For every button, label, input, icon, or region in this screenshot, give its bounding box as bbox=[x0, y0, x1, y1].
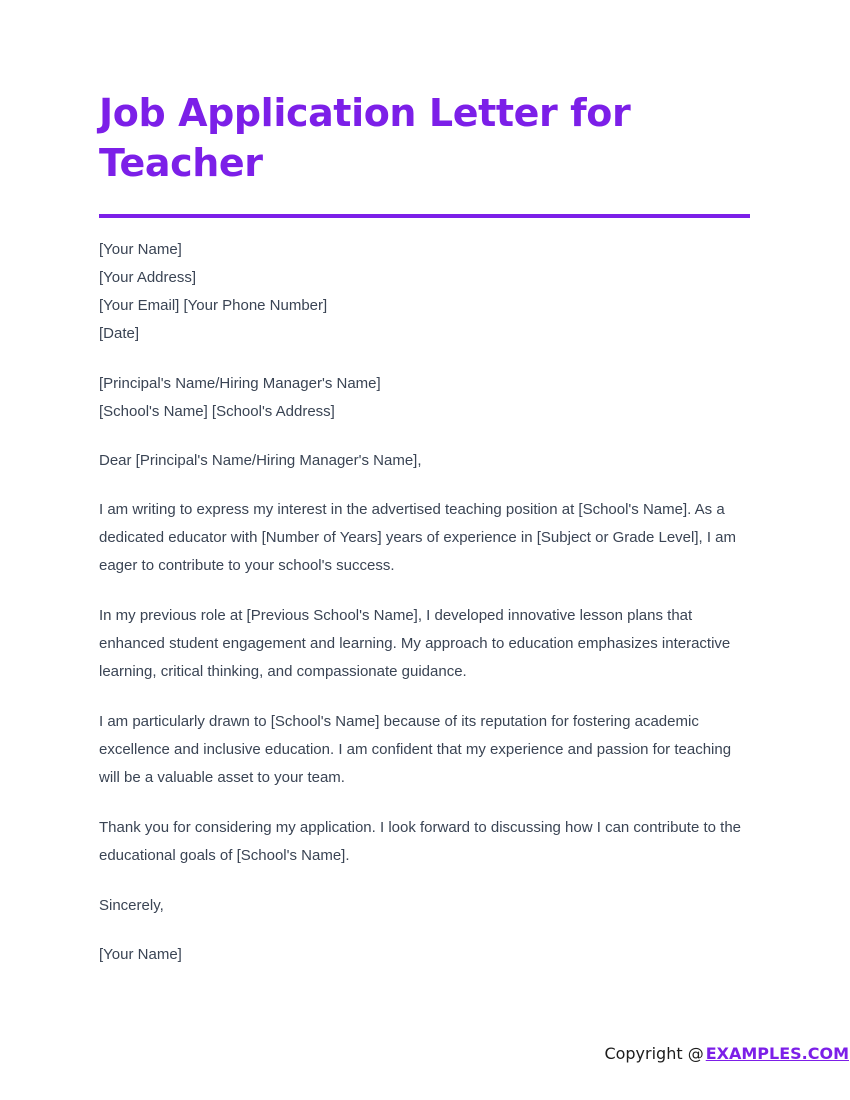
copyright-text: Copyright @ bbox=[604, 1044, 704, 1063]
footer bbox=[99, 1042, 849, 1067]
sender-address: [Your Address] bbox=[99, 269, 197, 286]
document-content bbox=[99, 0, 849, 1063]
body-paragraph-2: In my previous role at [Previous School's Name], I developed innovative lesson plans that enhanced student engagement and learning. My approach to education emphasizes interactive learning, critical thinking, and compassionate guidance. bbox=[99, 607, 731, 680]
examples-com-link[interactable]: EXAMPLES.COM bbox=[705, 1044, 849, 1063]
salutation: Dear [Principal's Name/Hiring Manager's Name], bbox=[99, 452, 422, 469]
sender-name: [Your Name] bbox=[99, 241, 182, 258]
sender-address-block bbox=[99, 236, 750, 348]
body-paragraph-4: Thank you for considering my application. I look forward to discussing how I can contribute to the educational goals of [School's Name]. bbox=[99, 819, 742, 864]
recipient-school: [School's Name] [School's Address] bbox=[99, 403, 335, 420]
letter-body bbox=[99, 236, 750, 969]
signature-line: [Your Name] bbox=[99, 946, 182, 963]
recipient-address-block bbox=[99, 370, 750, 426]
body-paragraph-1: I am writing to express my interest in the advertised teaching position at [School's Name]. As a dedicated educator with [Number of Years] years of experience in [Subject or Grade Level], I am eager to contribute to your school's success. bbox=[99, 501, 737, 574]
sender-contact: [Your Email] [Your Phone Number] bbox=[99, 297, 328, 314]
title-divider bbox=[99, 214, 750, 218]
closing-line: Sincerely, bbox=[99, 897, 164, 914]
page-title: Job Application Letter for Teacher bbox=[99, 91, 631, 185]
recipient-name: [Principal's Name/Hiring Manager's Name] bbox=[99, 375, 381, 392]
body-paragraph-3: I am particularly drawn to [School's Name] because of its reputation for fostering academic excellence and inclusive education. I am confident that my experience and passion for teaching will be a valuable asset to your team. bbox=[99, 713, 732, 786]
letter-date: [Date] bbox=[99, 325, 140, 342]
